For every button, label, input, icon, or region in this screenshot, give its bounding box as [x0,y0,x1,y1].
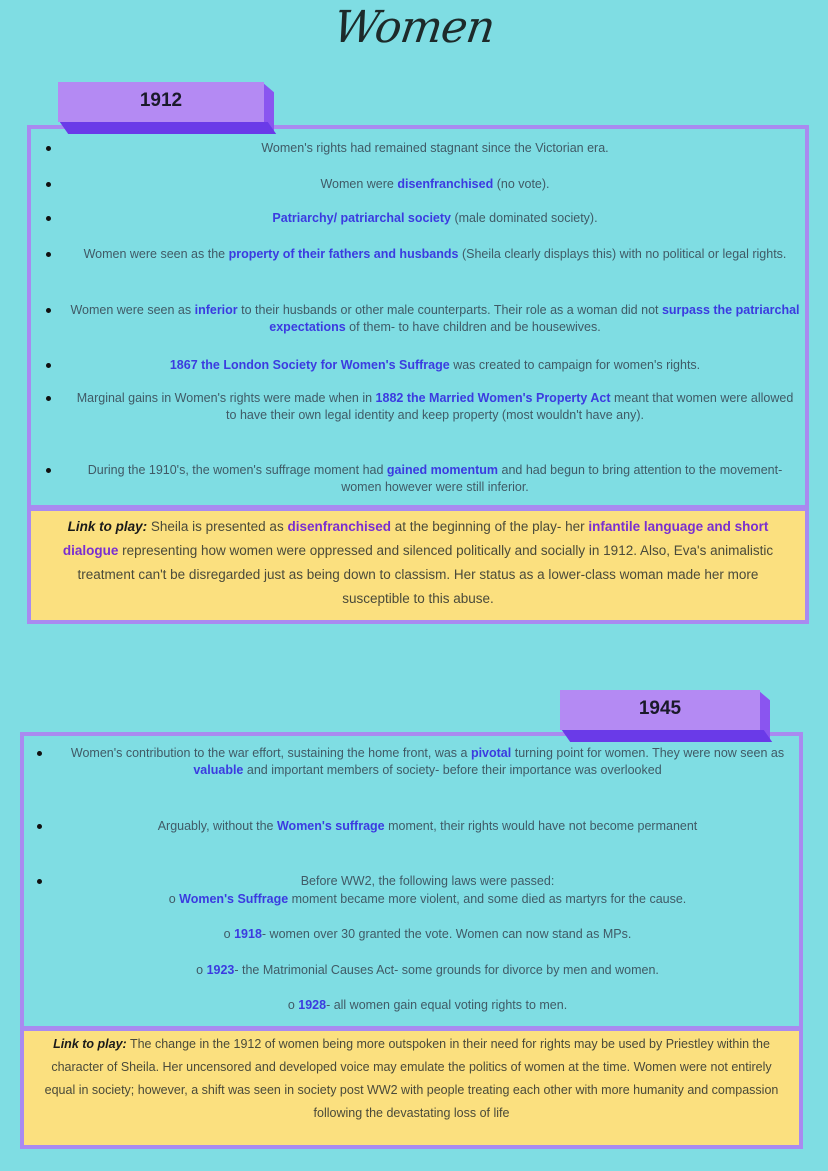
bullet-icon [46,468,51,473]
highlighted-term: surpass the patriarchal expectations [269,303,800,334]
text-segment: During the 1910's, the women's suffrage moment had [87,463,387,477]
text-segment: (no vote). [493,177,550,191]
bullet-item [60,873,795,890]
text-segment: o [196,963,207,977]
text-segment: Arguably, without the [157,819,277,833]
sub-item [60,997,795,1014]
text-segment: to their husbands or other male counterparts. Their role as a woman did not [237,303,662,317]
text-segment: representing how women were oppressed and silenced politically and socially in 1912. Also, Eva's animalistic treatment can't be disregarded just as being down to classism. Her status as a lower-class woman made her more susceptible to this abuse. [77,543,774,606]
sub-item [60,891,795,908]
text-segment: Women were seen as [70,303,195,317]
bullet-icon [46,182,51,187]
highlighted-term: Women's Suffrage [179,892,289,906]
page-title: Women [330,2,498,53]
bullet-icon [37,879,42,884]
bullet-icon [46,216,51,221]
highlighted-term: inferior [194,303,238,317]
link-to-play-1912 [27,507,809,624]
text-segment: (male dominated society). [450,211,598,225]
bullet-icon [46,308,51,313]
text-segment: - women over 30 granted the vote. Women can now stand as MPs. [261,927,632,941]
bullet-item [70,246,800,263]
text-segment: - all women gain equal voting rights to men. [326,998,568,1012]
section-year: 1945 [638,698,682,719]
highlighted-term: 1918 [234,927,262,941]
text-segment: Women were [320,177,398,191]
bullet-item [70,357,800,374]
bullet-icon [46,252,51,257]
link-to-play-label: Link to play: [53,1037,127,1051]
text-segment: o [223,927,235,941]
highlighted-term: gained momentum [386,463,499,477]
highlighted-term: 1928 [298,998,327,1012]
section-1912-tab [58,82,264,122]
bullet-item [70,390,800,424]
bullet-icon [46,363,51,368]
highlighted-term: pivotal [470,746,512,760]
highlighted-term: 1867 the London Society for Women's Suffrage [169,358,450,372]
bullet-item [70,462,800,496]
highlighted-term: infantile language and short dialogue [62,519,769,558]
highlighted-term: Women's suffrage [276,819,385,833]
highlighted-term: Patriarchy/ patriarchal society [272,211,451,225]
section-year: 1912 [139,90,183,111]
bullet-icon [46,396,51,401]
bullet-item [60,818,795,835]
highlighted-term: disenfranchised [287,519,391,534]
highlighted-term: disenfranchised [397,177,494,191]
text-segment: Women were seen as the [83,247,229,261]
text-segment: Women's contribution to the war effort, sustaining the home front, was a [70,746,471,760]
highlighted-term: 1882 the Married Women's Property Act [375,391,611,405]
text-segment: and had begun to bring attention to the movement- women however were still inferior. [341,463,783,494]
sub-item [60,926,795,943]
text-segment: Before WW2, the following laws were passed: [300,874,555,888]
bullet-icon [46,146,51,151]
highlighted-term: property of their fathers and husbands [228,247,459,261]
text-segment: was created to campaign for women's rights. [449,358,701,372]
sub-item [60,962,795,979]
text-segment: Marginal gains in Women's rights were made when in [76,391,376,405]
text-segment: Sheila is presented as [147,519,288,534]
text-segment: of them- to have children and be housewives. [345,320,601,334]
bullet-item [60,745,795,779]
text-segment: turning point for women. They were now seen as [511,746,785,760]
bullet-item [70,210,800,227]
highlighted-term: 1923 [206,963,235,977]
section-1945-tab [560,690,760,730]
text-segment: moment, their rights would have not become permanent [384,819,698,833]
highlighted-term: valuable [193,763,244,777]
text-segment: (Sheila clearly displays this) with no political or legal rights. [458,247,787,261]
text-segment: o [287,998,299,1012]
text-segment: meant that women were allowed to have their own legal identity and keep property (most wouldn't have any). [226,391,794,422]
text-segment: moment became more violent, and some died as martyrs for the cause. [288,892,687,906]
text-segment: Women's rights had remained stagnant since the Victorian era. [261,141,609,155]
link-to-play-label: Link to play: [67,519,148,534]
link-to-play-1945 [20,1027,803,1149]
bullet-item [70,140,800,157]
text-segment: at the beginning of the play- her [390,519,589,534]
bullet-item [70,176,800,193]
text-segment: and important members of society- before their importance was overlooked [243,763,662,777]
bullet-item [70,302,800,336]
bullet-icon [37,751,42,756]
text-segment: - the Matrimonial Causes Act- some grounds for divorce by men and women. [234,963,659,977]
text-segment: The change in the 1912 of women being more outspoken in their need for rights may be used by Priestley within the character of Sheila. Her uncensored and developed voice may emulate the politics of women at the time. Women were not entirely equal in society; however, a shift was seen in society post WW2 with people treating each other with more humanity and compassion following the devastating loss of life [44,1037,779,1120]
bullet-icon [37,824,42,829]
text-segment: o [168,892,180,906]
